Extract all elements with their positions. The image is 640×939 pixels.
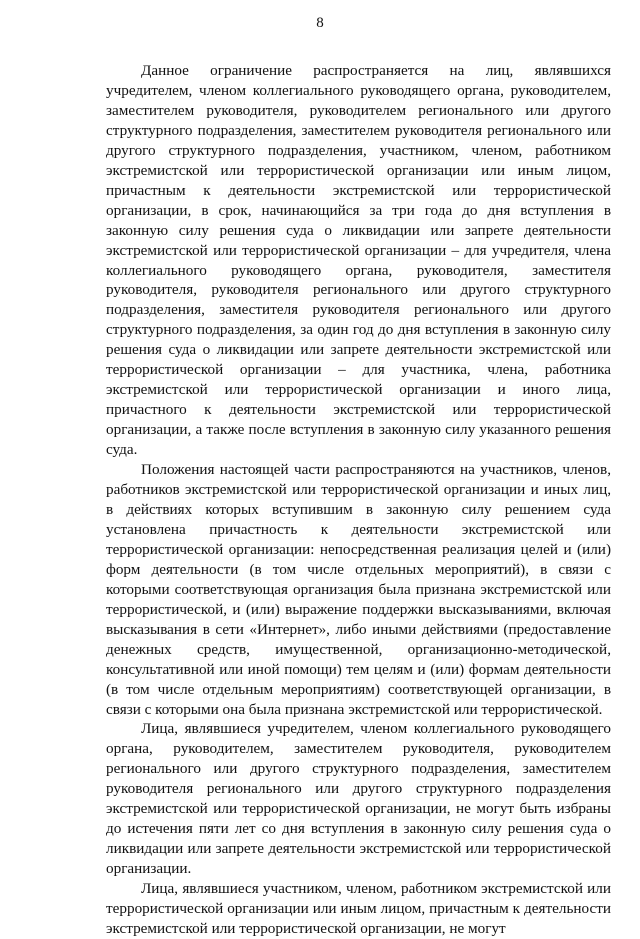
document-body (106, 61, 611, 939)
paragraph-founders-ineligibility: Лица, являвшиеся учредителем, членом коллегиального руководящего органа, руководителем, заместителем руководителя, руководителем регионального или другого структурного подразделения, заместителем руководителя регионального или другого структурного подразделения экстремистской или террористической организации, не могут быть избраны до истечения пяти лет со дня вступления в законную силу решения суда о ликвидации или запрете деятельности экстремистской или террористической организации. (106, 720, 611, 878)
paragraph-restriction-scope: Данное ограничение распространяется на лиц, являвшихся учредителем, членом коллегиального руководящего органа, руководителем, заместителем руководителя, руководителем регионального или другого структурного подразделения, заместителем руководителя регионального или другого структурного подразделения, участником, членом, работником экстремистской или террористической организации или иным лицом, причастным к деятельности экстремистской или террористической организации, в срок, начинающийся за три года до дня вступления в законную силу решения суда о ликвидации или запрете деятельности экстремистской или террористической организации – для учредителя, члена коллегиального руководящего органа, руководителя, заместителя руководителя, руководителя регионального или другого структурного подразделения, заместителя руководителя регионального или другого структурного подразделения, за один год до дня вступления в законную силу решения суда о ликвидации или запрете деятельности экстремистской или террористической организации – для участника, члена, работника экстремистской или террористической организации и иного лица, причастного к деятельности экстремистской или террористической организации, а также после вступления в законную силу указанного решения суда. (106, 62, 611, 459)
page-number: 8 (316, 15, 324, 31)
paragraph-participants-ineligibility: Лица, являвшиеся участником, членом, работником экстремистской или террористической организации или иным лицом, причастным к деятельности экстремистской или террористической организации, не могут (106, 880, 611, 937)
paragraph-involvement-definition: Положения настоящей части распространяются на участников, членов, работников экстремистской или террористической организации и иных лиц, в действиях которых вступившим в законную силу решением суда установлена причастность к деятельности экстремистской или террористической организации: непосредственная реализация целей и (или) форм деятельности (в том числе отдельных мероприятий), в связи с которыми соответствующая организация была признана экстремистской или террористической, и (или) выражение поддержки высказываниями, включая высказывания в сети «Интернет», либо иными действиями (предоставление денежных средств, имущественной, организационно-методической, консультативной или иной помощи) тем целям и (или) формам деятельности (в том числе отдельным мероприятиям) соответствующей организации, в связи с которыми она была признана экстремистской или террористической. (106, 461, 611, 718)
